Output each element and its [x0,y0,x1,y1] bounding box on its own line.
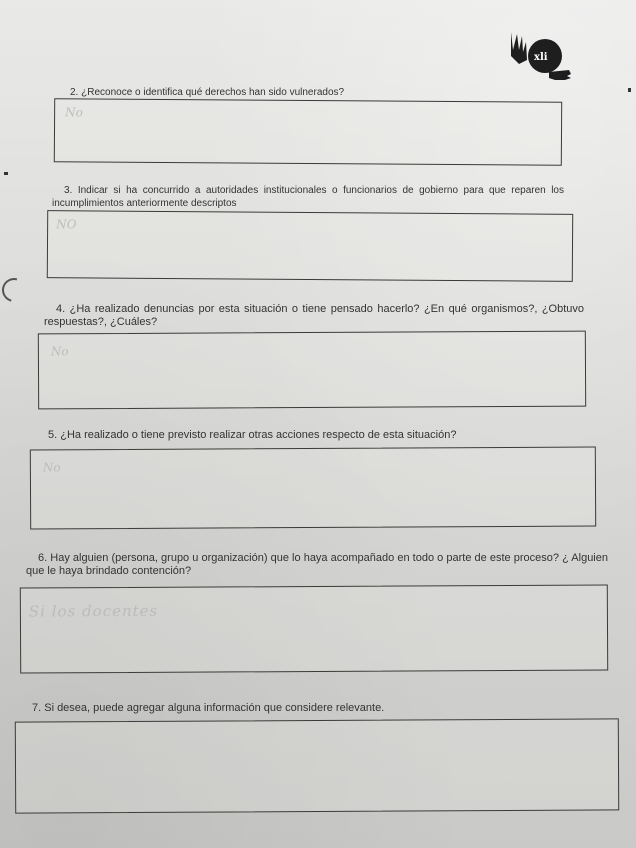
question-2-label [70,86,550,99]
question-text: 6. Hay alguien (persona, grupo u organización) que lo haya acompañado en todo o parte de este proceso? ¿ Alguien que le haya brindado contención? [26,552,612,577]
paper-mark [628,88,631,92]
handwritten-answer: No [50,344,69,359]
question-text: 2. ¿Reconoce o identifica qué derechos han sido vulnerados? [70,87,345,98]
paper-mark [4,172,8,175]
question-text: 5. ¿Ha realizado o tiene previsto realizar otras acciones respecto de esta situación? [48,429,457,441]
question-7-answer-box[interactable] [15,718,619,813]
question-text: 7. Si desea, puede agregar alguna información que considere relevante. [32,702,385,714]
handwritten-answer: No [65,105,83,120]
question-6-label [26,552,612,578]
question-4-answer-box[interactable] [38,331,586,410]
question-4-label [44,303,588,329]
question-text: 4. ¿Ha realizado denuncias por esta situación o tiene pensado hacerlo? ¿En qué organismos?, ¿Obtuvo respuestas?, ¿Cuáles? [44,303,588,328]
handwritten-answer: NO [56,217,77,232]
handwritten-answer: No [42,460,61,475]
punch-hole [0,274,30,307]
question-2-answer-box[interactable] [54,98,562,166]
question-6-answer-box[interactable] [20,584,608,673]
handwritten-answer: Si los docentes [28,601,159,621]
question-3-label [52,184,567,210]
question-5-answer-box[interactable] [30,447,596,530]
logo-text: xli [534,52,548,63]
question-3-answer-box[interactable] [47,210,573,282]
question-text: 3. Indicar si ha concurrido a autoridades institucionales o funcionarios de gobierno para que reparen los incumplimientos anteriormente descriptos [52,185,567,209]
question-5-label [48,429,588,442]
question-7-label [32,702,592,715]
